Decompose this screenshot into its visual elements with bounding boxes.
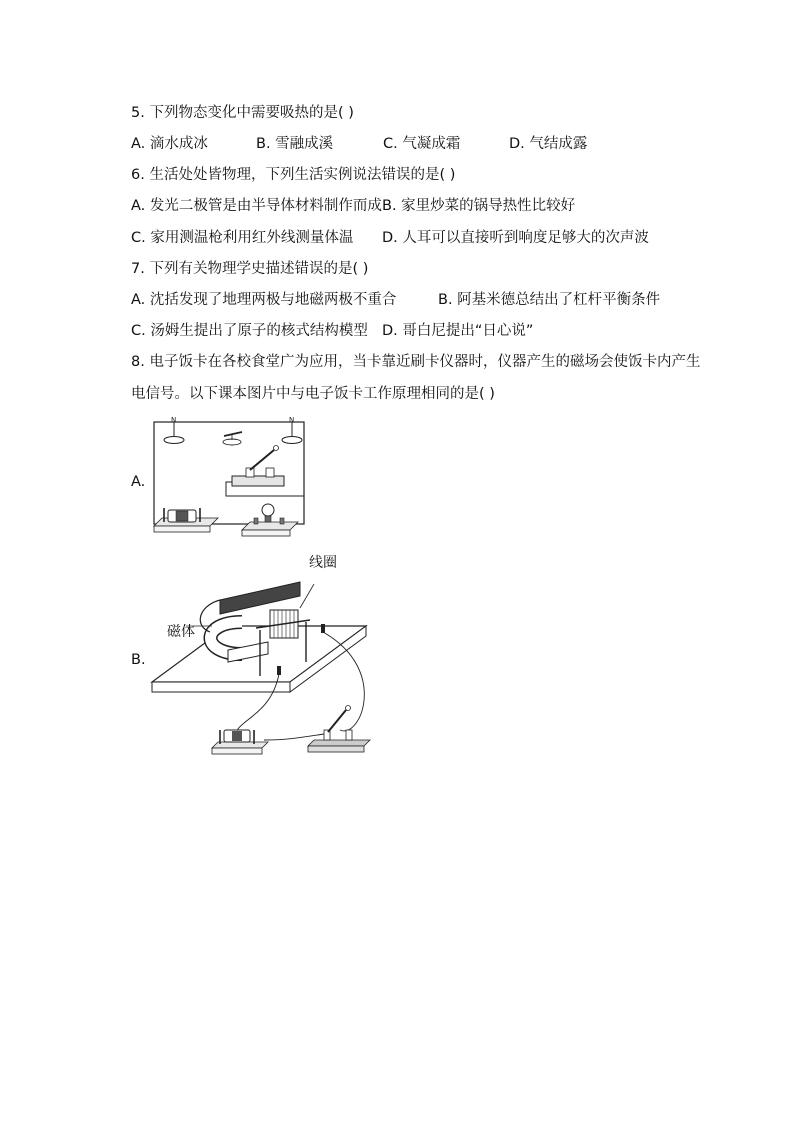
question-5-option-a[interactable]: A. 滴水成冰 <box>131 136 208 152</box>
light-bulb-icon <box>242 504 298 536</box>
question-6-stem: 6. 生活处处皆物理，下列生活实例说法错误的是( ) <box>131 167 456 183</box>
battery-icon <box>154 508 218 532</box>
terminal-right-icon <box>321 624 325 633</box>
question-6-option-c[interactable]: C. 家用测温枪利用红外线测量体温 <box>131 230 354 246</box>
figure-a-circuit-diagram <box>150 416 310 542</box>
right-magnet-pole-icon <box>282 422 302 444</box>
knife-switch-icon <box>232 446 284 487</box>
terminal-left-icon <box>277 666 281 675</box>
question-5-option-d[interactable]: D. 气结成露 <box>509 136 588 152</box>
figure-b-generator-diagram <box>150 570 372 760</box>
battery-b-icon <box>212 730 268 754</box>
question-5-stem: 5. 下列物态变化中需要吸热的是( ) <box>131 105 354 121</box>
coil-label: 线圈 <box>309 555 337 571</box>
left-magnet-pole-icon <box>164 422 184 444</box>
question-8-option-b-label[interactable]: B. <box>131 652 146 668</box>
question-7-option-b[interactable]: B. 阿基米德总结出了杠杆平衡条件 <box>438 292 661 308</box>
base-board-icon <box>152 626 366 692</box>
question-5-option-b[interactable]: B. 雪融成溪 <box>256 136 334 152</box>
question-6-option-d[interactable]: D. 人耳可以直接听到响度足够大的次声波 <box>382 230 649 246</box>
knife-switch-b-icon <box>308 706 370 753</box>
compass-needle-icon <box>223 432 242 445</box>
right-pole-label: N <box>289 416 295 424</box>
question-5-option-c[interactable]: C. 气凝成霜 <box>383 136 461 152</box>
question-8-option-a-label[interactable]: A. <box>131 474 146 490</box>
question-7-option-d[interactable]: D. 哥白尼提出“日心说” <box>382 323 534 339</box>
magnet-label: 磁体 <box>167 624 195 640</box>
question-7-stem: 7. 下列有关物理学史描述错误的是( ) <box>131 261 369 277</box>
question-8-stem-line-1: 8. 电子饭卡在各校食堂广为应用，当卡靠近刷卡仪器时，仪器产生的磁场会使饭卡内产生 <box>131 354 701 370</box>
question-7-option-a[interactable]: A. 沈括发现了地理两极与地磁两极不重合 <box>131 292 397 308</box>
question-6-option-a[interactable]: A. 发光二极管是由半导体材料制作而成 <box>131 198 382 214</box>
left-pole-label: N <box>171 416 177 424</box>
question-7-option-c[interactable]: C. 汤姆生提出了原子的核式结构模型 <box>131 323 368 339</box>
question-8-stem-line-2: 电信号。以下课本图片中与电子饭卡工作原理相同的是( ) <box>131 386 495 402</box>
question-6-option-b[interactable]: B. 家里炒菜的锅导热性比较好 <box>382 198 576 214</box>
